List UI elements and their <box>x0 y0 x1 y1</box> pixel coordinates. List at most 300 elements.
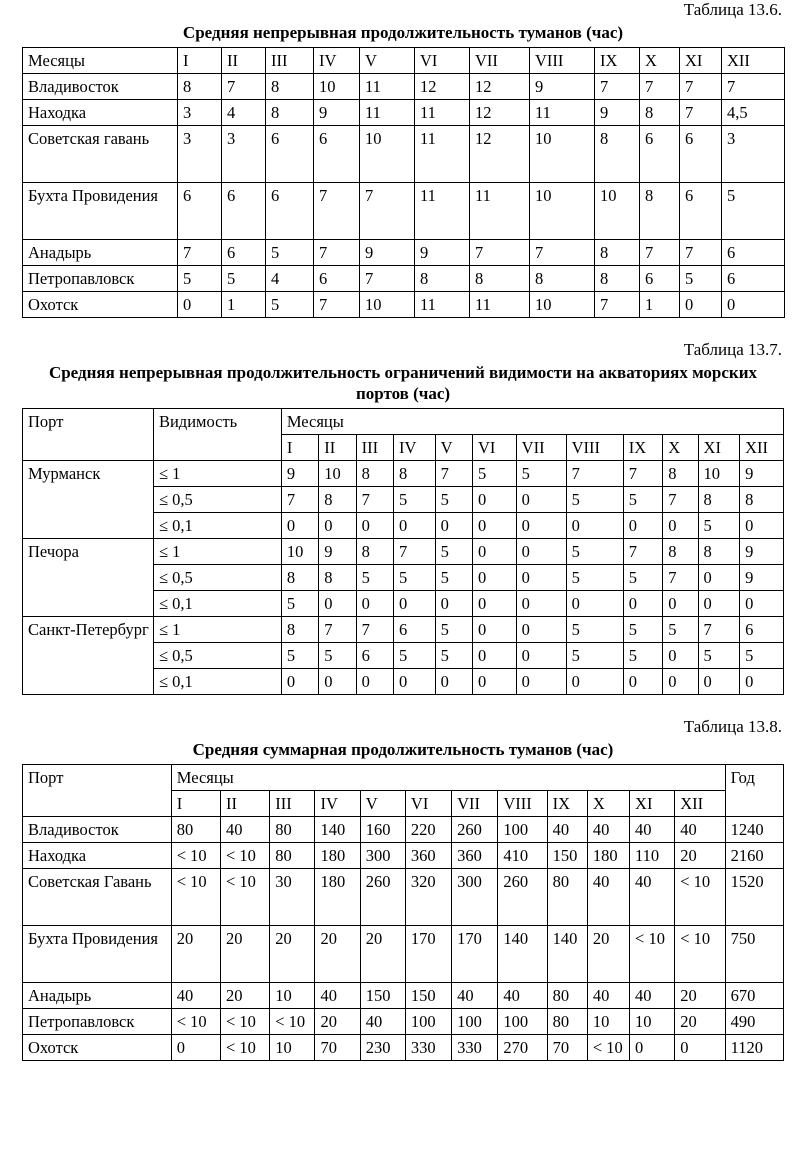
cell: 180 <box>315 869 360 926</box>
row-label: Владивосток <box>23 817 172 843</box>
cell: 8 <box>319 487 356 513</box>
cell: 9 <box>740 565 784 591</box>
cell: 0 <box>394 513 436 539</box>
cell: 0 <box>698 669 740 695</box>
cell: < 10 <box>171 843 220 869</box>
row-label: Анадырь <box>23 240 178 266</box>
cell: 0 <box>473 513 517 539</box>
visibility-label: ≤ 1 <box>153 617 281 643</box>
cell: 40 <box>587 983 629 1009</box>
cell: 7 <box>314 292 360 318</box>
year-cell: 490 <box>725 1009 783 1035</box>
cell: 330 <box>405 1035 451 1061</box>
table-13-7-port-header: Порт <box>23 409 154 461</box>
visibility-label: ≤ 0,1 <box>153 591 281 617</box>
cell: 270 <box>498 1035 547 1061</box>
table-13-8 <box>22 764 784 1061</box>
cell: 0 <box>473 539 517 565</box>
visibility-label: ≤ 0,1 <box>153 669 281 695</box>
cell: 5 <box>435 539 472 565</box>
cell: 5 <box>566 539 623 565</box>
cell: 0 <box>473 591 517 617</box>
cell: 7 <box>722 74 785 100</box>
cell: 7 <box>640 240 680 266</box>
cell: 70 <box>315 1035 360 1061</box>
cell: 7 <box>281 487 318 513</box>
cell: 0 <box>623 591 663 617</box>
table-13-6-col-6: VI <box>415 48 470 74</box>
cell: 4,5 <box>722 100 785 126</box>
cell: 0 <box>473 617 517 643</box>
port-label: Санкт-Петербург <box>23 617 154 695</box>
cell: 0 <box>566 591 623 617</box>
cell: 0 <box>281 513 318 539</box>
cell: 5 <box>663 617 698 643</box>
cell: 7 <box>314 183 360 240</box>
cell: 7 <box>680 100 722 126</box>
cell: 5 <box>566 617 623 643</box>
cell: 11 <box>470 292 530 318</box>
cell: 0 <box>171 1035 220 1061</box>
cell: 0 <box>516 643 566 669</box>
table-13-6-col-2: II <box>222 48 266 74</box>
year-cell: 1240 <box>725 817 783 843</box>
row-label: Владивосток <box>23 74 178 100</box>
row-label: Находка <box>23 100 178 126</box>
cell: < 10 <box>587 1035 629 1061</box>
cell: 40 <box>315 983 360 1009</box>
cell: 0 <box>516 591 566 617</box>
table-13-8-col-1: I <box>171 791 220 817</box>
cell: 0 <box>566 669 623 695</box>
cell: 100 <box>452 1009 498 1035</box>
cell: 5 <box>281 643 318 669</box>
table-13-7-col-2: II <box>319 435 356 461</box>
table-row <box>23 100 785 126</box>
table-row <box>23 539 784 565</box>
cell: 8 <box>663 539 698 565</box>
cell: 0 <box>178 292 222 318</box>
cell: < 10 <box>675 926 725 983</box>
cell: 12 <box>470 126 530 183</box>
cell: 7 <box>470 240 530 266</box>
cell: 7 <box>663 487 698 513</box>
cell: < 10 <box>630 926 675 983</box>
table-13-7-months-header: Месяцы <box>281 409 783 435</box>
cell: 0 <box>435 513 472 539</box>
cell: 0 <box>473 487 517 513</box>
cell: 230 <box>360 1035 405 1061</box>
visibility-label: ≤ 1 <box>153 539 281 565</box>
cell: 40 <box>630 869 675 926</box>
table-13-7-number: Таблица 13.7. <box>683 340 782 359</box>
cell: 6 <box>266 126 314 183</box>
cell: 20 <box>171 926 220 983</box>
cell: 7 <box>360 183 415 240</box>
table-13-7-col-7: VII <box>516 435 566 461</box>
cell: 10 <box>270 1035 315 1061</box>
cell: 7 <box>640 74 680 100</box>
spacer <box>22 318 784 340</box>
cell: 0 <box>356 591 393 617</box>
row-label: Анадырь <box>23 983 172 1009</box>
cell: 3 <box>178 126 222 183</box>
cell: 7 <box>623 539 663 565</box>
cell: 5 <box>698 643 740 669</box>
cell: 3 <box>222 126 266 183</box>
table-13-7-col-8: VIII <box>566 435 623 461</box>
cell: 0 <box>675 1035 725 1061</box>
visibility-label: ≤ 0,1 <box>153 513 281 539</box>
cell: 170 <box>405 926 451 983</box>
table-row <box>23 266 785 292</box>
cell: 8 <box>178 74 222 100</box>
cell: 5 <box>394 487 436 513</box>
year-cell: 750 <box>725 926 783 983</box>
cell: 5 <box>623 487 663 513</box>
cell: 300 <box>360 843 405 869</box>
cell: 6 <box>266 183 314 240</box>
table-13-8-col-9: IX <box>547 791 587 817</box>
cell: 6 <box>356 643 393 669</box>
cell: 5 <box>281 591 318 617</box>
table-13-7-col-9: IX <box>623 435 663 461</box>
cell: 5 <box>435 487 472 513</box>
cell: 0 <box>663 669 698 695</box>
cell: 80 <box>547 983 587 1009</box>
cell: 0 <box>740 591 784 617</box>
cell: 360 <box>452 843 498 869</box>
cell: 0 <box>516 513 566 539</box>
cell: 0 <box>740 513 784 539</box>
cell: 7 <box>698 617 740 643</box>
cell: 6 <box>222 240 266 266</box>
cell: 8 <box>640 100 680 126</box>
cell: 20 <box>675 843 725 869</box>
table-13-8-col-8: VIII <box>498 791 547 817</box>
table-row <box>23 817 784 843</box>
cell: 5 <box>740 643 784 669</box>
cell: 6 <box>314 266 360 292</box>
cell: 0 <box>516 539 566 565</box>
visibility-label: ≤ 0,5 <box>153 565 281 591</box>
table-13-7-col-5: V <box>435 435 472 461</box>
cell: 260 <box>452 817 498 843</box>
cell: 220 <box>405 817 451 843</box>
cell: < 10 <box>221 843 270 869</box>
cell: 8 <box>266 100 314 126</box>
cell: < 10 <box>221 869 270 926</box>
cell: 8 <box>470 266 530 292</box>
cell: 6 <box>222 183 266 240</box>
table-13-6-col-3: III <box>266 48 314 74</box>
cell: 0 <box>394 591 436 617</box>
row-label: Охотск <box>23 1035 172 1061</box>
cell: 5 <box>435 617 472 643</box>
table-13-6-number: Таблица 13.6. <box>683 0 782 19</box>
table-row <box>23 983 784 1009</box>
row-label: Находка <box>23 843 172 869</box>
cell: 8 <box>640 183 680 240</box>
cell: 0 <box>698 565 740 591</box>
cell: 0 <box>473 643 517 669</box>
cell: 8 <box>698 539 740 565</box>
cell: 0 <box>623 513 663 539</box>
table-row <box>23 1009 784 1035</box>
cell: 80 <box>270 843 315 869</box>
cell: 0 <box>473 565 517 591</box>
cell: 12 <box>470 74 530 100</box>
cell: 8 <box>698 487 740 513</box>
table-13-7-caption: Средняя непрерывная продолжительность ограничений видимости на акваториях морских портов (час) <box>48 363 758 403</box>
cell: 20 <box>587 926 629 983</box>
cell: 7 <box>623 461 663 487</box>
cell: 0 <box>630 1035 675 1061</box>
cell: 7 <box>566 461 623 487</box>
cell: 160 <box>360 817 405 843</box>
table-13-6-col-7: VII <box>470 48 530 74</box>
cell: 7 <box>178 240 222 266</box>
cell: 360 <box>405 843 451 869</box>
cell: 8 <box>740 487 784 513</box>
cell: 0 <box>356 513 393 539</box>
cell: 5 <box>266 240 314 266</box>
cell: 10 <box>595 183 640 240</box>
port-label: Печора <box>23 539 154 617</box>
cell: 6 <box>640 266 680 292</box>
cell: 20 <box>221 926 270 983</box>
cell: 12 <box>415 74 470 100</box>
cell: 6 <box>394 617 436 643</box>
spacer <box>22 695 784 717</box>
cell: 20 <box>360 926 405 983</box>
cell: 40 <box>630 817 675 843</box>
row-label: Бухта Провидения <box>23 183 178 240</box>
table-13-6-col-5: V <box>360 48 415 74</box>
cell: 0 <box>566 513 623 539</box>
cell: 10 <box>319 461 356 487</box>
cell: 150 <box>360 983 405 1009</box>
cell: 3 <box>722 126 785 183</box>
cell: 10 <box>281 539 318 565</box>
table-13-6-caption: Средняя непрерывная продолжительность туманов (час) <box>182 23 624 42</box>
table-13-6-col-10: X <box>640 48 680 74</box>
cell: < 10 <box>171 869 220 926</box>
table-row <box>23 240 785 266</box>
cell: 8 <box>281 617 318 643</box>
cell: 5 <box>356 565 393 591</box>
row-label: Петропавловск <box>23 1009 172 1035</box>
cell: 10 <box>530 292 595 318</box>
cell: 40 <box>587 869 629 926</box>
table-13-7-col-6: VI <box>473 435 517 461</box>
cell: 8 <box>530 266 595 292</box>
cell: < 10 <box>270 1009 315 1035</box>
table-13-6-col-4: IV <box>314 48 360 74</box>
cell: 5 <box>566 565 623 591</box>
table-13-8-caption: Средняя суммарная продолжительность туманов (час) <box>192 740 614 759</box>
table-13-7-col-4: IV <box>394 435 436 461</box>
cell: 8 <box>266 74 314 100</box>
cell: 20 <box>315 1009 360 1035</box>
cell: 10 <box>360 292 415 318</box>
table-row <box>23 843 784 869</box>
table-13-8-col-3: III <box>270 791 315 817</box>
table-13-7-col-10: X <box>663 435 698 461</box>
cell: 9 <box>740 461 784 487</box>
cell: 8 <box>663 461 698 487</box>
table-13-6-header-row <box>23 48 785 74</box>
cell: 8 <box>394 461 436 487</box>
cell: 0 <box>516 487 566 513</box>
cell: 5 <box>698 513 740 539</box>
cell: 0 <box>740 669 784 695</box>
cell: 9 <box>319 539 356 565</box>
cell: 320 <box>405 869 451 926</box>
year-cell: 2160 <box>725 843 783 869</box>
cell: 20 <box>675 983 725 1009</box>
cell: 0 <box>698 591 740 617</box>
cell: < 10 <box>221 1009 270 1035</box>
year-cell: 1520 <box>725 869 783 926</box>
cell: 7 <box>360 266 415 292</box>
cell: 8 <box>415 266 470 292</box>
cell: 7 <box>680 74 722 100</box>
cell: 0 <box>680 292 722 318</box>
cell: 6 <box>740 617 784 643</box>
cell: 7 <box>314 240 360 266</box>
table-row <box>23 292 785 318</box>
cell: 0 <box>722 292 785 318</box>
table-13-6-col-11: XI <box>680 48 722 74</box>
cell: 10 <box>314 74 360 100</box>
cell: 5 <box>566 643 623 669</box>
cell: 100 <box>498 817 547 843</box>
cell: 10 <box>360 126 415 183</box>
table-13-7 <box>22 408 784 695</box>
table-13-8-port-header: Порт <box>23 765 172 817</box>
cell: 8 <box>595 266 640 292</box>
cell: 20 <box>675 1009 725 1035</box>
cell: 80 <box>270 817 315 843</box>
cell: 7 <box>319 617 356 643</box>
table-13-8-number: Таблица 13.8. <box>683 717 782 736</box>
cell: 10 <box>530 126 595 183</box>
table-13-7-header-row-1 <box>23 409 784 435</box>
cell: 9 <box>415 240 470 266</box>
table-13-7-col-11: XI <box>698 435 740 461</box>
cell: 3 <box>178 100 222 126</box>
cell: 9 <box>314 100 360 126</box>
cell: 5 <box>566 487 623 513</box>
cell: 11 <box>415 126 470 183</box>
table-13-8-year-header: Год <box>725 765 783 817</box>
cell: 6 <box>680 126 722 183</box>
cell: 7 <box>222 74 266 100</box>
cell: 6 <box>680 183 722 240</box>
year-cell: 670 <box>725 983 783 1009</box>
table-13-6-col-8: VIII <box>530 48 595 74</box>
table-13-8-col-5: V <box>360 791 405 817</box>
table-13-8-months-header: Месяцы <box>171 765 725 791</box>
cell: 5 <box>435 643 472 669</box>
visibility-label: ≤ 0,5 <box>153 643 281 669</box>
table-13-8-col-12: XII <box>675 791 725 817</box>
cell: 5 <box>394 565 436 591</box>
cell: 30 <box>270 869 315 926</box>
cell: 0 <box>473 669 517 695</box>
cell: 0 <box>281 669 318 695</box>
cell: 40 <box>171 983 220 1009</box>
cell: 8 <box>356 539 393 565</box>
cell: 0 <box>516 669 566 695</box>
cell: 100 <box>405 1009 451 1035</box>
cell: 5 <box>623 617 663 643</box>
cell: 0 <box>516 565 566 591</box>
visibility-label: ≤ 0,5 <box>153 487 281 513</box>
cell: 180 <box>315 843 360 869</box>
cell: 260 <box>360 869 405 926</box>
cell: 0 <box>663 643 698 669</box>
cell: 0 <box>516 617 566 643</box>
table-13-6-col-1: I <box>178 48 222 74</box>
cell: 40 <box>675 817 725 843</box>
cell: 40 <box>498 983 547 1009</box>
table-row <box>23 926 784 983</box>
cell: 7 <box>595 292 640 318</box>
cell: 0 <box>356 669 393 695</box>
cell: 6 <box>722 266 785 292</box>
cell: 9 <box>595 100 640 126</box>
cell: 150 <box>405 983 451 1009</box>
row-label: Бухта Провидения <box>23 926 172 983</box>
cell: 7 <box>435 461 472 487</box>
cell: 8 <box>281 565 318 591</box>
cell: 0 <box>663 591 698 617</box>
cell: 5 <box>394 643 436 669</box>
cell: 5 <box>222 266 266 292</box>
cell: 11 <box>415 292 470 318</box>
table-13-7-col-1: I <box>281 435 318 461</box>
port-label: Мурманск <box>23 461 154 539</box>
cell: 5 <box>435 565 472 591</box>
cell: 4 <box>222 100 266 126</box>
cell: 6 <box>314 126 360 183</box>
table-13-8-col-4: IV <box>315 791 360 817</box>
cell: 11 <box>360 100 415 126</box>
cell: 100 <box>498 1009 547 1035</box>
cell: 10 <box>270 983 315 1009</box>
cell: 7 <box>394 539 436 565</box>
cell: 80 <box>547 869 587 926</box>
cell: < 10 <box>675 869 725 926</box>
year-cell: 1120 <box>725 1035 783 1061</box>
table-row <box>23 126 785 183</box>
cell: 7 <box>595 74 640 100</box>
row-label: Советская гавань <box>23 126 178 183</box>
cell: 8 <box>356 461 393 487</box>
cell: 11 <box>470 183 530 240</box>
visibility-label: ≤ 1 <box>153 461 281 487</box>
cell: 9 <box>740 539 784 565</box>
cell: < 10 <box>221 1035 270 1061</box>
cell: 0 <box>319 591 356 617</box>
cell: 40 <box>547 817 587 843</box>
cell: 40 <box>221 817 270 843</box>
cell: 150 <box>547 843 587 869</box>
table-row <box>23 74 785 100</box>
cell: 180 <box>587 843 629 869</box>
